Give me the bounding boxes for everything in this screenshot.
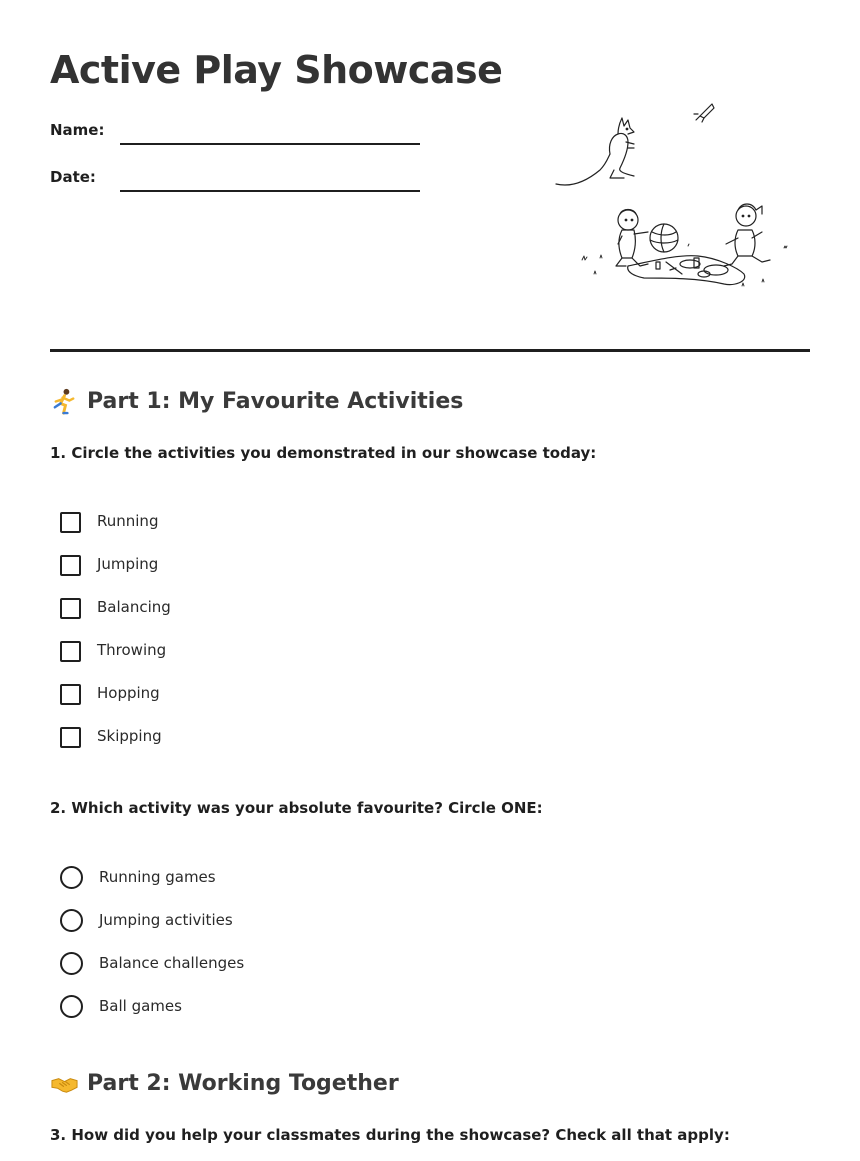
checklist-item-label: Throwing [97, 641, 167, 659]
date-label: Date: [50, 168, 96, 186]
checklist-item[interactable] [60, 553, 171, 596]
checkbox[interactable] [60, 598, 81, 619]
question-1: 1. Circle the activities you demonstrated in our showcase today: [50, 444, 597, 462]
checklist-item-label: Skipping [97, 727, 162, 745]
checklist-item[interactable] [60, 510, 171, 553]
picnic-illustration [548, 98, 792, 294]
activities-checklist [60, 510, 171, 768]
checklist-item[interactable] [60, 639, 171, 682]
part1-heading [50, 387, 463, 416]
checkbox[interactable] [60, 684, 81, 705]
checklist-item[interactable] [60, 682, 171, 725]
radio-item-label: Balance challenges [99, 954, 245, 972]
kangaroo-drawing [556, 118, 634, 185]
radio-button[interactable] [60, 995, 83, 1018]
checklist-item[interactable] [60, 596, 171, 639]
radio-item[interactable] [60, 952, 244, 995]
checkbox[interactable] [60, 512, 81, 533]
radio-item[interactable] [60, 909, 244, 952]
name-label: Name: [50, 121, 105, 139]
handshake-icon [50, 1069, 79, 1098]
checklist-item-label: Running [97, 512, 159, 530]
checklist-item-label: Hopping [97, 684, 160, 702]
checklist-item[interactable] [60, 725, 171, 768]
grass-tufts [582, 244, 787, 286]
rocket-drawing [694, 104, 714, 122]
radio-item-label: Ball games [99, 997, 182, 1015]
child-running-drawing [724, 204, 770, 266]
favourite-radio-list [60, 866, 244, 1038]
radio-item[interactable] [60, 995, 244, 1038]
radio-button[interactable] [60, 866, 83, 889]
question-3: 3. How did you help your classmates during the showcase? Check all that apply: [50, 1126, 730, 1144]
part2-heading [50, 1069, 399, 1098]
part2-title-text: Part 2: Working Together [87, 1071, 399, 1096]
checklist-item-label: Balancing [97, 598, 171, 616]
question-2: 2. Which activity was your absolute favourite? Circle ONE: [50, 799, 543, 817]
checkbox[interactable] [60, 555, 81, 576]
checkbox[interactable] [60, 641, 81, 662]
section-divider [50, 349, 810, 352]
radio-button[interactable] [60, 909, 83, 932]
worksheet-title: Active Play Showcase [50, 48, 503, 92]
date-field-line[interactable] [120, 190, 420, 192]
radio-item[interactable] [60, 866, 244, 909]
checklist-item-label: Jumping [97, 555, 159, 573]
radio-item-label: Running games [99, 868, 216, 886]
part1-title-text: Part 1: My Favourite Activities [87, 389, 464, 414]
picnic-blanket-drawing [628, 256, 745, 285]
name-field-line[interactable] [120, 143, 420, 145]
checkbox[interactable] [60, 727, 81, 748]
radio-item-label: Jumping activities [99, 911, 233, 929]
runner-icon [50, 387, 79, 416]
radio-button[interactable] [60, 952, 83, 975]
